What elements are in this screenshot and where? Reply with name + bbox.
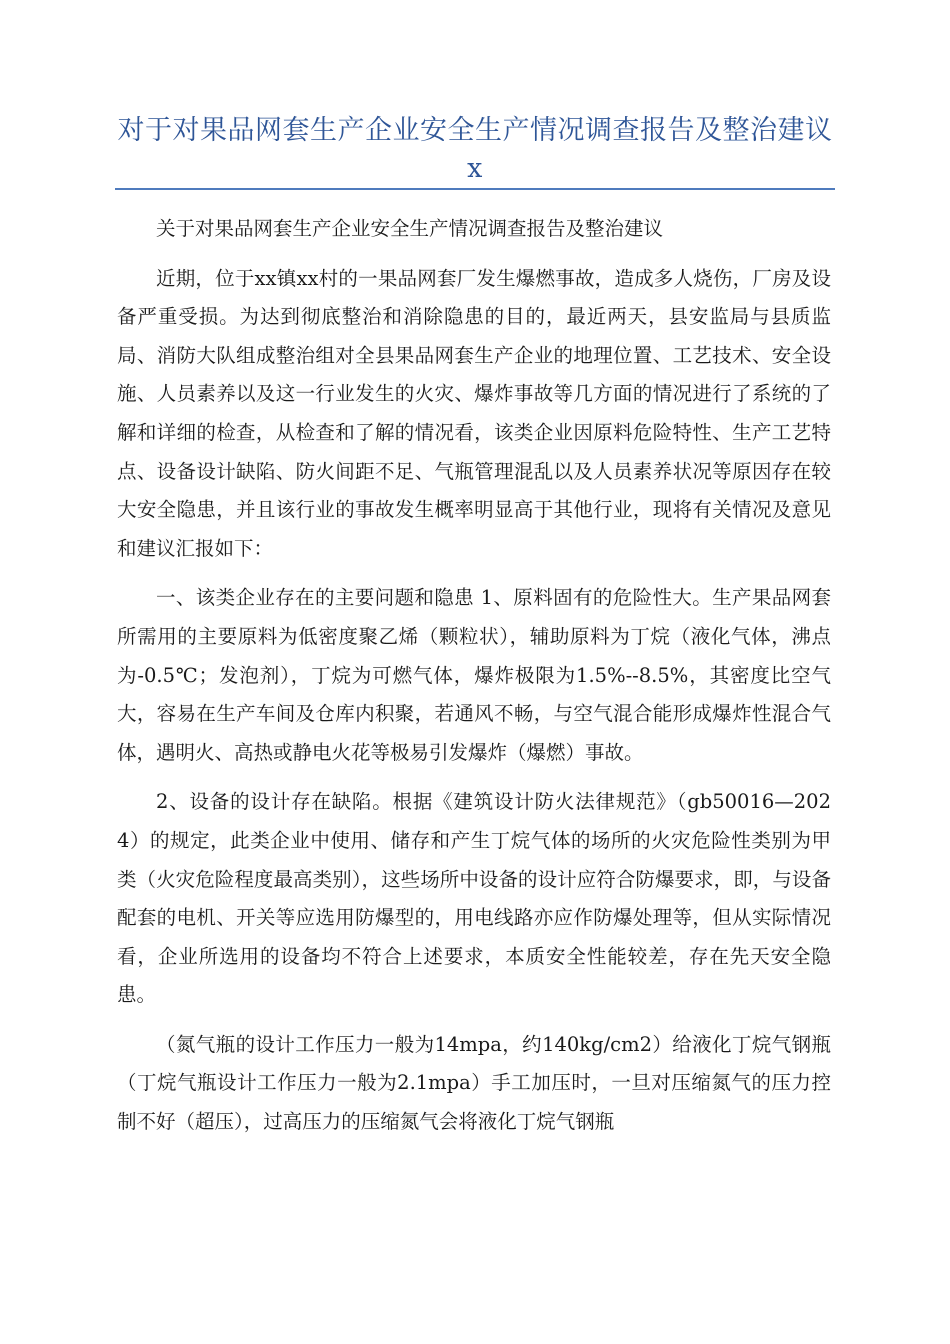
document-title: 对于对果品网套生产企业安全生产情况调查报告及整治建议 x xyxy=(117,115,833,184)
title-divider xyxy=(115,188,835,190)
paragraph-section-2: 2、设备的设计存在缺陷。根据《建筑设计防火法律规范》（gb50016—2024）的规定，此类企业中使用、储存和产生丁烷气体的场所的火灾危险性类别为甲类（火灾危险程度最高类别），这些场所中设备的设计应符合防爆要求，即，与设备配套的电机、开关等应选用防爆型的，用电线路亦应作防爆处理等，但从实际情况看，企业所选用的设备均不符合上述要求，本质安全性能较差，存在先天安全隐患。 xyxy=(117,790,831,1007)
paragraph-intro: 近期，位于xx镇xx村的一果品网套厂发生爆燃事故，造成多人烧伤，厂房及设备严重受损。为达到彻底整治和消除隐患的目的，最近两天，县安监局与县质监局、消防大队组成整治组对全县果品网套生产企业的地理位置、工艺技术、安全设施、人员素养以及这一行业发生的火灾、爆炸事故等几方面的情况进行了系统的了解和详细的检查，从检查和了解的情况看，该类企业因原料危险特性、生产工艺特点、设备设计缺陷、防火间距不足、气瓶管理混乱以及人员素养状况等原因存在较大安全隐患，并且该行业的事故发生概率明显高于其他行业，现将有关情况及意见和建议汇报如下： xyxy=(117,266,831,560)
paragraph-subtitle: 关于对果品网套生产企业安全生产情况调查报告及整治建议 xyxy=(156,217,664,240)
document-body xyxy=(117,210,831,1153)
paragraph-nitrogen: （氮气瓶的设计工作压力一般为14mpa，约140kg/cm2）给液化丁烷气钢瓶（丁烷气瓶设计工作压力一般为2.1mpa）手工加压时，一旦对压缩氮气的压力控制不好（超压），过高压力的压缩氮气会将液化丁烷气钢瓶 xyxy=(117,1032,831,1134)
paragraph-section-1: 一、该类企业存在的主要问题和隐患 1、原料固有的危险性大。生产果品网套所需用的主要原料为低密度聚乙烯（颗粒状），辅助原料为丁烷（液化气体，沸点为-0.5℃；发泡剂），丁烷为可燃气体，爆炸极限为1.5%--8.5%，其密度比空气大，容易在生产车间及仓库内积聚，若通风不畅，与空气混合能形成爆炸性混合气体，遇明火、高热或静电火花等极易引发爆炸（爆燃）事故。 xyxy=(117,586,831,764)
